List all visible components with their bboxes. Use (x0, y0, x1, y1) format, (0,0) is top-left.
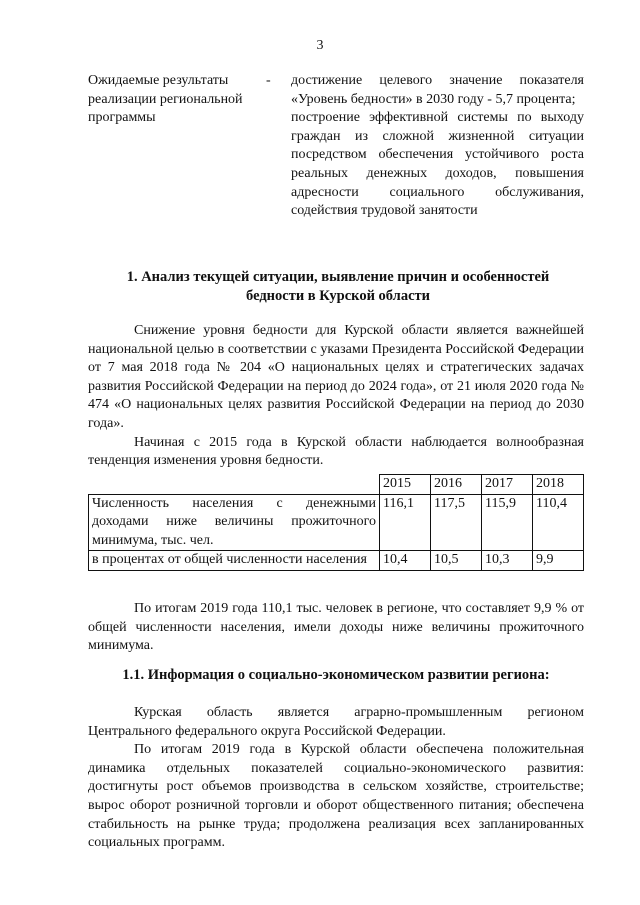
poverty-table (88, 474, 584, 571)
after-table-text (88, 600, 584, 656)
page-number: 3 (316, 38, 324, 53)
summary-item: построение эффективной системы по выходу граждан из сложной жизненной ситуации посредством обеспечения устойчивого роста реальных денежных доходов, повышения адресности социального обслуживания, содействия трудовой занятости (291, 110, 584, 219)
table-cell: 10,5 (431, 551, 482, 571)
table-cell: 10,4 (380, 551, 431, 571)
section-heading: 1. Анализ текущей ситуации, выявление причин и особенностей бедности в Курской области (126, 269, 550, 304)
table-cell: 110,4 (533, 494, 584, 551)
paragraph: Снижение уровня бедности для Курской области является важнейшей национальной целью в соответствии с указами Президента Российской Федерации от 7 мая 2018 года № 204 «О национальных целях и стратегических задачах развития Российской Федерации на период до 2024 года», от 21 июля 2020 года № 474 «О национальных целях развития Российской Федерации на период до 2030 года». (88, 323, 584, 431)
year-header: 2017 (482, 475, 533, 495)
year-header: 2015 (380, 475, 431, 495)
table-cell: 9,9 (533, 551, 584, 571)
summary-values (291, 72, 584, 221)
summary-label: Ожидаемые результаты реализации региональной программы (88, 73, 243, 126)
table-cell: 117,5 (431, 494, 482, 551)
paragraph: Курская область является аграрно-промышленным регионом Центрального федерального округа Российской Федерации. (88, 705, 584, 739)
table-header-row (89, 475, 584, 495)
year-header: 2018 (533, 475, 584, 495)
table-row (89, 551, 584, 571)
summary-dash: - (266, 73, 271, 88)
table-cell: 115,9 (482, 494, 533, 551)
table-row (89, 494, 584, 551)
paragraph: По итогам 2019 года 110,1 тыс. человек в регионе, что составляет 9,9 % от общей численности населения, имели доходы ниже величины прожиточного минимума. (88, 601, 584, 654)
summary-item: достижение целевого значение показателя «Уровень бедности» в 2030 году - 5,7 процента; (291, 73, 584, 107)
paragraph: По итогам 2019 года в Курской области обеспечена положительная динамика отдельных показателей социально-экономического развития: достигнуты рост объемов производства в сельском хозяйстве, строительстве; вырос оборот розничной торговли и оборот общественного питания; обеспечена стабильность на рынке труда; продолжена реализация всех запланированных социальных программ. (88, 742, 584, 851)
row-label: Численность населения с денежными доходами ниже величины прожиточного минимума, тыс. чел. (89, 494, 380, 551)
paragraph: Начиная с 2015 года в Курской области наблюдается волнообразная тенденция изменения уровня бедности. (88, 434, 584, 469)
subsection-heading: 1.1. Информация о социально-экономическом развитии региона: (122, 667, 550, 683)
row-label: в процентах от общей численности населения (89, 551, 380, 571)
section-body (88, 322, 584, 471)
subsection-body (88, 704, 584, 853)
table-cell: 116,1 (380, 494, 431, 551)
year-header: 2016 (431, 475, 482, 495)
table-cell: 10,3 (482, 551, 533, 571)
table-corner-cell (89, 475, 380, 495)
